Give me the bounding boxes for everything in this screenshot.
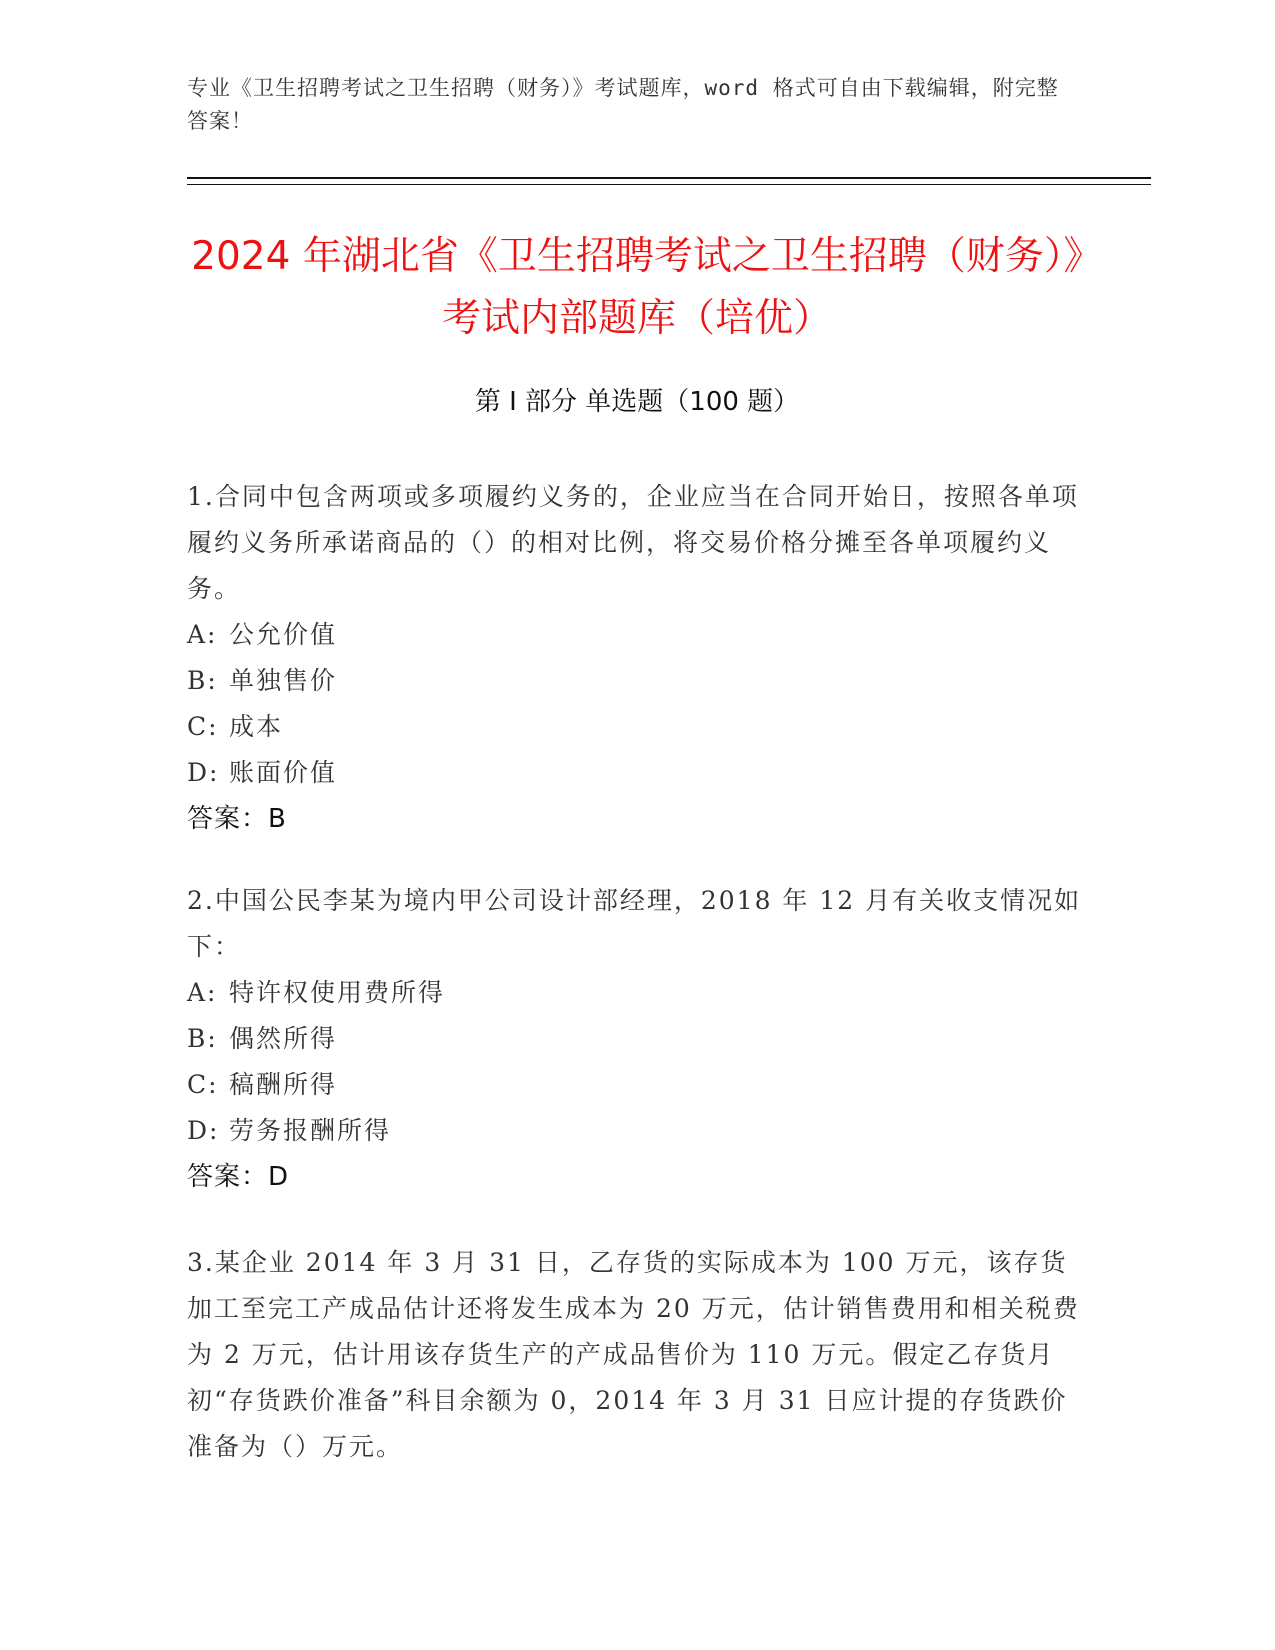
option-text: 公允价值 — [229, 620, 338, 649]
option-c — [187, 1062, 1087, 1108]
question-2 — [187, 878, 1087, 1200]
option-a — [187, 970, 1087, 1016]
option-b — [187, 1016, 1087, 1062]
option-label: A: — [187, 620, 218, 649]
option-label: A: — [187, 978, 218, 1007]
option-text: 成本 — [229, 712, 284, 741]
option-label: D: — [187, 758, 220, 787]
option-d — [187, 1108, 1087, 1154]
option-b — [187, 658, 1087, 704]
header-note: 专业《卫生招聘考试之卫生招聘（财务）》考试题库，word 格式可自由下载编辑，附完整答案！ — [187, 76, 1059, 133]
option-text: 稿酬所得 — [229, 1070, 338, 1099]
question-stem: 2.中国公民李某为境内甲公司设计部经理，2018 年 12 月有关收支情况如下： — [187, 886, 1082, 961]
option-label: C: — [187, 1070, 219, 1099]
option-text: 单独售价 — [229, 666, 338, 695]
option-text: 特许权使用费所得 — [229, 978, 446, 1007]
option-a — [187, 612, 1087, 658]
option-c — [187, 704, 1087, 750]
question-1 — [187, 474, 1087, 842]
option-text: 账面价值 — [229, 758, 338, 787]
question-stem: 1.合同中包含两项或多项履约义务的，企业应当在合同开始日，按照各单项履约义务所承诺商品的（）的相对比例，将交易价格分摊至各单项履约义务。 — [187, 482, 1079, 603]
answer: 答案：D — [187, 1162, 290, 1192]
header-rule-thin — [187, 184, 1151, 185]
option-label: D: — [187, 1116, 220, 1145]
option-text: 偶然所得 — [229, 1024, 338, 1053]
question-stem: 3.某企业 2014 年 3 月 31 日，乙存货的实际成本为 100 万元，该存货加工至完工产成品估计还将发生成本为 20 万元，估计销售费用和相关税费为 2 万元，估计用该存货生产的产成品售价为 110 万元。假定乙存货月初“存货跌价准备”科目余额为 0，2014 年 3 月 31 日应计提的存货跌价准备为（）万元。 — [187, 1248, 1080, 1461]
option-text: 劳务报酬所得 — [229, 1116, 392, 1145]
option-label: C: — [187, 712, 219, 741]
answer: 答案：B — [187, 804, 287, 834]
question-3 — [187, 1240, 1087, 1470]
option-label: B: — [187, 1024, 218, 1053]
option-d — [187, 750, 1087, 796]
option-label: B: — [187, 666, 218, 695]
header-rule-thick — [187, 177, 1151, 179]
document-title: 2024 年湖北省《卫生招聘考试之卫生招聘（财务）》考试内部题库（培优） — [191, 234, 1083, 341]
section-heading: 第 I 部分 单选题（100 题） — [474, 387, 800, 417]
